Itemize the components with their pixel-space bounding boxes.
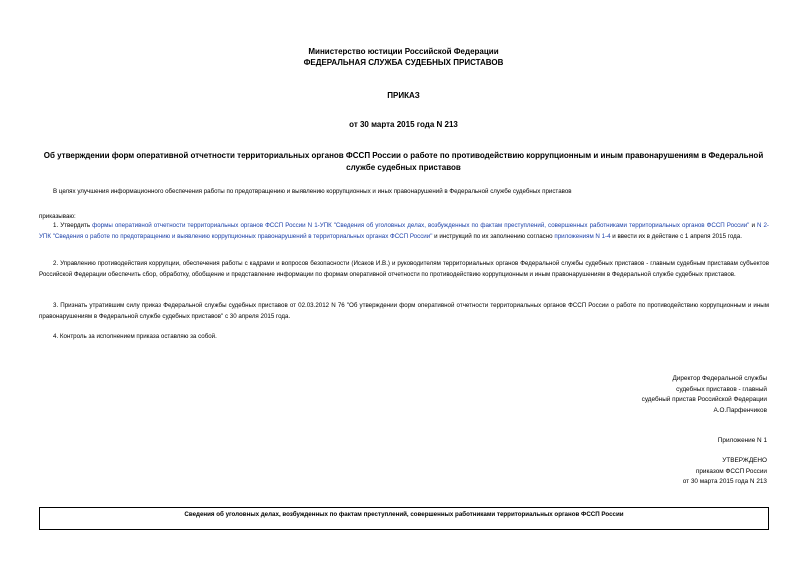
report-table xyxy=(39,507,769,530)
signature-line-2: судебных приставов - главный xyxy=(676,385,767,393)
forms-link[interactable]: формы оперативной отчетности территориальных органов ФССП России N 1-УПК "Сведения об уголовных делах, возбужденных по фактам преступлений, совершенных работниками территориальных органов ФССП России" xyxy=(92,222,750,229)
approval-line-1: УТВЕРЖДЕНО xyxy=(722,457,767,464)
paragraph-4: 4. Контроль за исполнением приказа оставляю за собой. xyxy=(53,333,217,340)
order-title: ПРИКАЗ xyxy=(387,91,420,100)
signature-name: А.О.Парфенчиков xyxy=(713,406,767,414)
paragraph-1 xyxy=(39,220,769,242)
appendix-label: Приложение N 1 xyxy=(717,437,767,444)
service-name: ФЕДЕРАЛЬНАЯ СЛУЖБА СУДЕБНЫХ ПРИСТАВОВ xyxy=(303,58,504,67)
paragraph-3: 3. Признать утратившим силу приказ Федеральной службы судебных приставов от 02.03.2012 N 76 "Об утверждении форм оперативной отчетности территориальных органов ФССП России о работе по противодействию коррупционным и иным правонарушениям в Федеральной службе судебных приставов" с 30 апреля 2015 года. xyxy=(39,302,769,320)
order-subject: Об утверждении форм оперативной отчетности территориальных органов ФССП России о работе по противодействию коррупционным и иным правонарушениям в Федеральной службе судебных приставов xyxy=(43,151,764,172)
form-2-upk-link[interactable]: N 2-УПК "Сведения о работе по предотвращению и выявлению коррупционных правонарушений в территориальных органах ФССП России" xyxy=(39,222,769,240)
order-word: приказываю: xyxy=(39,213,76,220)
intro-paragraph: В целях улучшения информационного обеспечения работы по предотвращению и выявлению коррупционных и иных правонарушений в Федеральной службе судебных приставов xyxy=(53,188,572,195)
order-date-number: от 30 марта 2015 года N 213 xyxy=(349,120,458,129)
approval-line-2: приказом ФССП России xyxy=(695,467,767,475)
signature-block xyxy=(642,374,767,416)
ministry-name: Министерство юстиции Российской Федерации xyxy=(308,47,499,56)
paragraph-1-prefix: 1. Утвердить xyxy=(53,222,93,229)
signature-line-3: судебный пристав Российской Федерации xyxy=(641,396,767,403)
appendices-link[interactable]: приложениям N 1-4 xyxy=(554,233,611,240)
table-caption: Сведения об уголовных делах, возбужденных по фактам преступлений, совершенных работниками территориальных органов ФССП России xyxy=(184,511,624,518)
approval-line-3: от 30 марта 2015 года N 213 xyxy=(682,478,767,485)
paragraph-1-and: и xyxy=(749,222,757,229)
paragraph-1-suffix: и ввести их в действие с 1 апреля 2015 года. xyxy=(610,233,742,240)
paragraph-1-middle: и инструкций по их заполнению согласно xyxy=(432,233,555,240)
paragraph-2: 2. Управлению противодействия коррупции, обеспечения работы с кадрами и вопросов безопасности (Исаков И.В.) и руководителям территориальных органов Федеральной службы судебных приставов - главным судебным приставам субъектов Российской Федерации обеспечить сбор, обработку, обобщение и представление информации по формам оперативной отчетности по противодействию коррупционным и иным правонарушениям в Федеральной службе судебных приставов. xyxy=(39,260,769,278)
signature-line-1: Директор Федеральной службы xyxy=(672,375,767,382)
approval-block xyxy=(683,456,767,488)
